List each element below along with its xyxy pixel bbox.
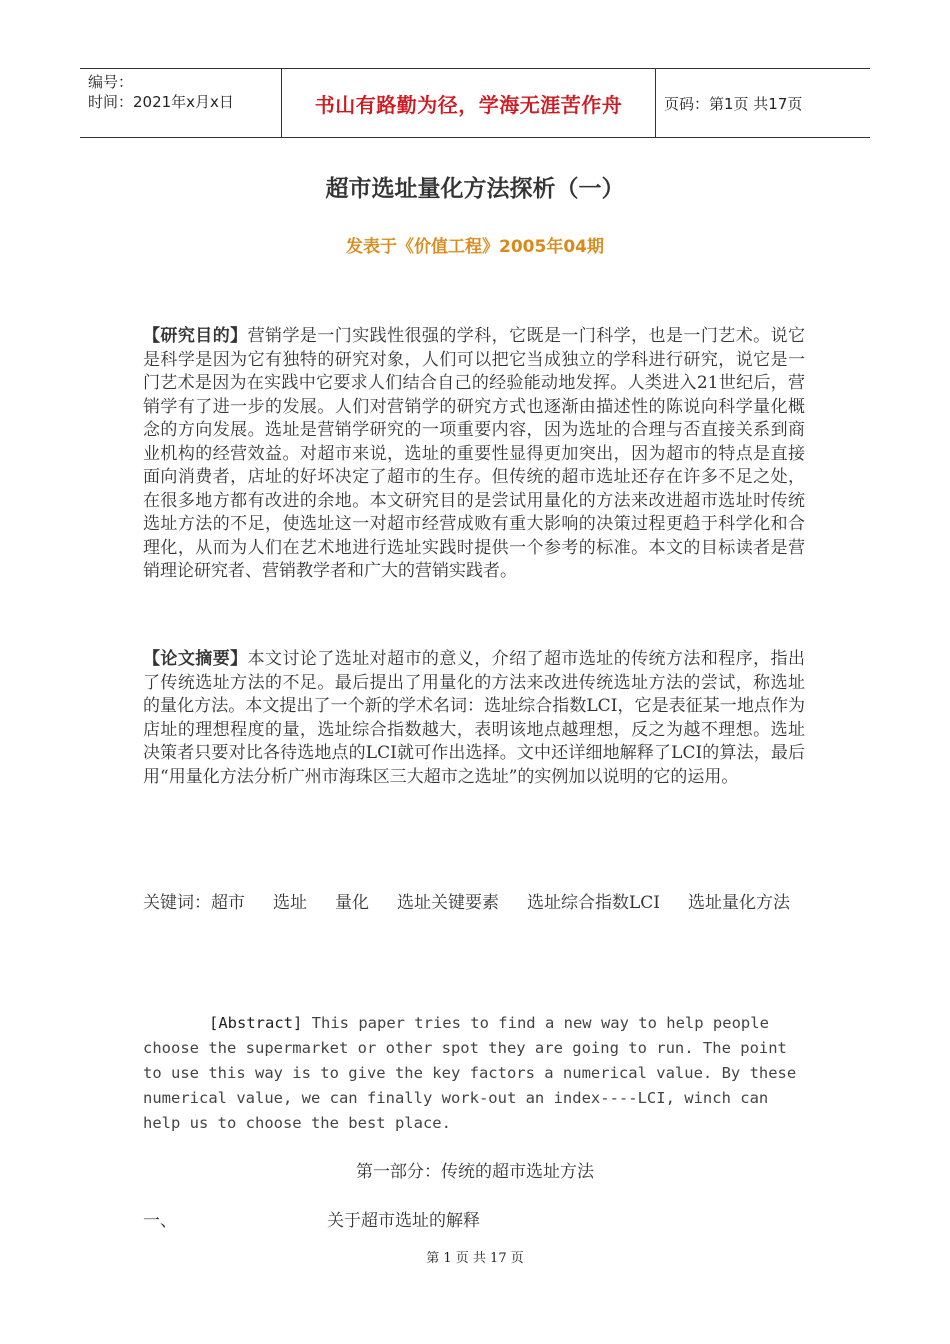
time-label: 时间：2021年x月x日	[88, 93, 234, 111]
page-code: 页码：第1页 共17页	[664, 94, 803, 113]
english-abstract	[143, 1011, 805, 1136]
header-table	[80, 68, 870, 138]
publication-info: 发表于《价值工程》2005年04期	[346, 237, 604, 257]
research-purpose-text: 营销学是一门实践性很强的学科，它既是一门科学，也是一门艺术。说它是科学是因为它有独特的研究对象，人们可以把它当成独立的学科进行研究，说它是一门艺术是因为在实践中它要求人们结合自己的经验能动地发挥。人类进入21世纪后，营销学有了进一步的发展。人们对营销学的研究方式也逐渐由描述性的陈说向科学量化概念的方向发展。选址是营销学研究的一项重要内容，因为选址的合理与否直接关系到商业机构的经营效益。对超市来说，选址的重要性显得更加突出，因为超市的特点是直接面向消费者，店址的好坏决定了超市的生存。但传统的超市选址还存在许多不足之处，在很多地方都有改进的余地。本文研究目的是尝试用量化的方法来改进超市选址时传统选址方法的不足，使选址这一对超市经营成败有重大影响的决策过程更趋于科学化和合理化，从而为人们在艺术地进行选址实践时提供一个参考的标准。本文的目标读者是营销理论研究者、营销教学者和广大的营销实践者。	[143, 326, 806, 581]
header-info-cell	[80, 69, 280, 137]
abstract-tag: [Abstract]	[209, 1014, 303, 1032]
summary-tag: 【论文摘要】	[143, 649, 248, 669]
keyword: 超市	[211, 893, 245, 913]
keywords	[143, 891, 805, 916]
summary-text: 本文讨论了选址对超市的意义，介绍了超市选址的传统方法和程序，指出了传统选址方法的不足。最后提出了用量化的方法来改进传统选址方法的尝试，称选址的量化方法。本文提出了一个新的学术名词：选址综合指数LCI，它是表征某一地点作为店址的理想程度的量，选址综合指数越大，表明该地点越理想，反之为越不理想。选址决策者只要对比各待选地点的LCI就可作出选择。文中还详细地解释了LCI的算法，最后用“用量化方法分析广州市海珠区三大超市之选址”的实例加以说明的它的运用。	[143, 649, 806, 787]
keyword: 选址综合指数LCI	[527, 893, 661, 913]
abstract-text: This paper tries to find a new way to help people choose the supermarket or other spot they are going to run. The point to use this way is to give the key factors a numerical value. By these numerical value, we can finally work-out an index----LCI, winch can help us to choose the best place.	[143, 1014, 797, 1132]
keyword: 量化	[335, 893, 369, 913]
keyword: 选址关键要素	[397, 893, 499, 913]
section-heading: 第一部分：传统的超市选址方法	[356, 1162, 594, 1182]
header-motto-cell	[281, 69, 656, 137]
research-purpose-tag: 【研究目的】	[143, 326, 248, 346]
motto: 书山有路勤为径，学海无涯苦作舟	[314, 92, 623, 117]
keyword: 选址量化方法	[688, 893, 791, 913]
document-title: 超市选址量化方法探析（一）	[325, 176, 625, 202]
header-page-cell	[664, 69, 870, 137]
keyword: 选址	[273, 893, 307, 913]
page-footer: 第 1 页 共 17 页	[426, 1251, 524, 1266]
number-label: 编号：	[88, 73, 134, 91]
item-number: 一、	[143, 1211, 177, 1231]
item-heading: 关于超市选址的解释	[327, 1211, 480, 1231]
keywords-label: 关键词：	[143, 893, 211, 913]
summary-paragraph	[143, 648, 805, 789]
research-purpose-paragraph	[143, 325, 805, 584]
